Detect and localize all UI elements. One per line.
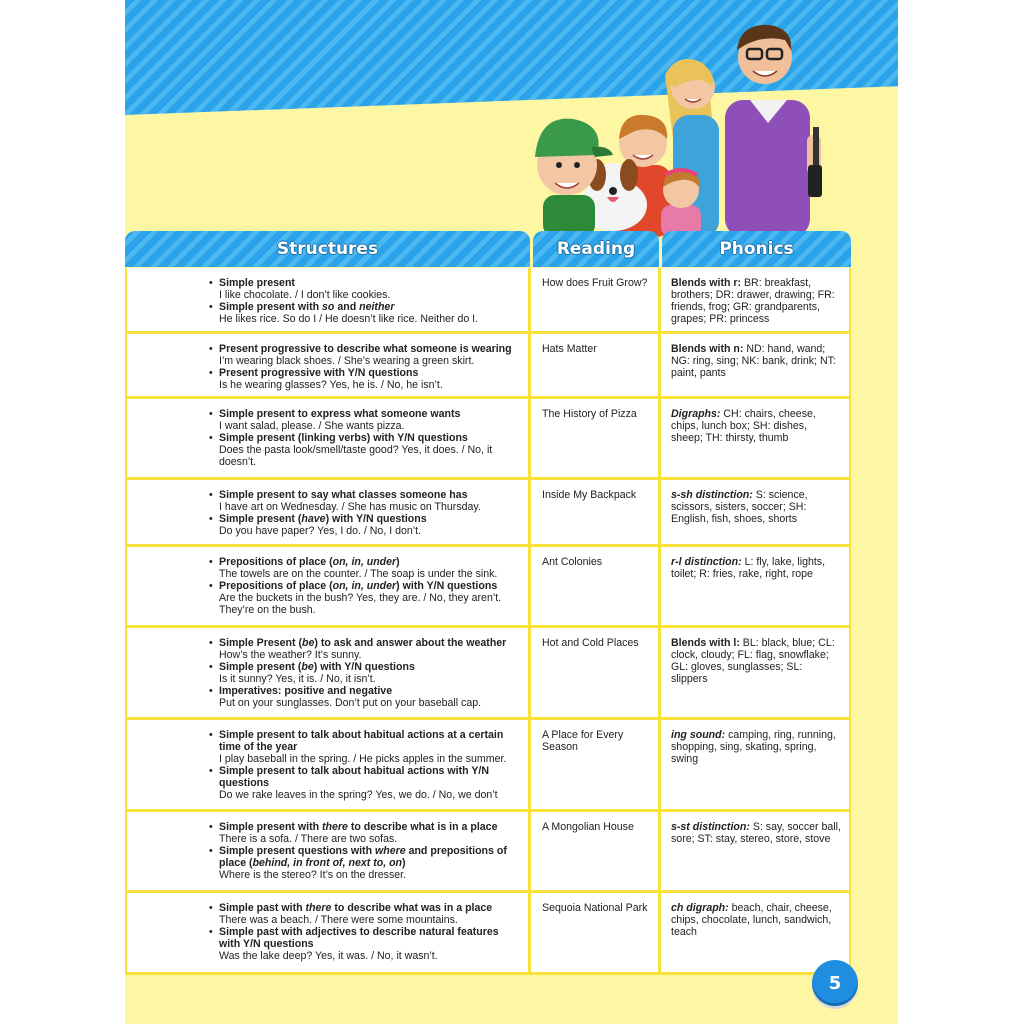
phonics-cell (661, 547, 851, 625)
structures-cell (125, 628, 531, 717)
structure-title: Simple present to say what classes someone has (219, 489, 468, 501)
structure-example: Do we rake leaves in the spring? Yes, we do. / No, we don’t (219, 789, 498, 801)
bullet-icon: • (209, 580, 213, 592)
bullet-icon: • (209, 432, 213, 444)
table-row (125, 720, 851, 812)
structure-example: He likes rice. So do I / He doesn’t like rice. Neither do I. (219, 313, 479, 325)
structure-example: Put on your sunglasses. Don’t put on your baseball cap. (219, 697, 482, 709)
structure-title: Simple present (219, 277, 295, 289)
structures-cell (125, 893, 531, 972)
structure-item (205, 277, 522, 301)
phonics-cell (661, 720, 851, 809)
phonics-text: beach, chair, cheese, chips, chocolate, lunch, sandwich, teach (671, 902, 832, 938)
phonics-label: ch digraph: (671, 902, 729, 914)
structure-title: Simple Present (be) to ask and answer about the weather (219, 637, 507, 649)
bullet-icon: • (209, 556, 213, 568)
phonics-cell (661, 628, 851, 717)
phonics-label: Blends with l: (671, 637, 740, 649)
bullet-icon: • (209, 367, 213, 379)
structure-example: There was a beach. / There were some mountains. (219, 914, 458, 926)
bullet-icon: • (209, 343, 213, 355)
structure-item (205, 845, 522, 881)
phonics-cell (661, 893, 851, 972)
structure-example: The towels are on the counter. / The soap is under the sink. (219, 568, 498, 580)
structure-example: I want salad, please. / She wants pizza. (219, 420, 405, 432)
structure-title: Simple present (linking verbs) with Y/N questions (219, 432, 468, 444)
header-structures: Structures (125, 231, 530, 267)
structure-example: I have art on Wednesday. / She has music on Thursday. (219, 501, 481, 513)
structure-item (205, 580, 522, 616)
structure-example: Do you have paper? Yes, I do. / No, I don’t. (219, 525, 422, 537)
bullet-icon: • (209, 845, 213, 857)
phonics-text: S: science, scissors, sisters, soccer; SH: English, fish, shoes, shorts (671, 489, 808, 525)
structure-title: Simple present to talk about habitual actions with Y/N questions (219, 765, 489, 789)
structure-item (205, 729, 522, 765)
phonics-cell (661, 399, 851, 477)
structure-title: Imperatives: positive and negative (219, 685, 393, 697)
structure-title: Simple present (have) with Y/N questions (219, 513, 427, 525)
structure-item (205, 513, 522, 537)
structure-title: Simple past with adjectives to describe natural features with Y/N questions (219, 926, 499, 950)
phonics-cell (661, 334, 851, 396)
structure-item (205, 301, 522, 325)
structures-cell (125, 334, 531, 396)
table-row (125, 334, 851, 399)
structures-cell (125, 268, 531, 331)
structure-example: Does the pasta look/smell/taste good? Yes, it does. / No, it doesn’t. (219, 444, 493, 468)
bullet-icon: • (209, 301, 213, 313)
phonics-label: Blends with n: (671, 343, 744, 355)
phonics-text: CH: chairs, cheese, chips, lunch box; SH: dishes, sheep; TH: thirsty, thumb (671, 408, 816, 444)
phonics-cell (661, 812, 851, 890)
phonics-cell (661, 268, 851, 331)
reading-cell: Inside My Backpack (531, 480, 661, 544)
structure-item (205, 408, 522, 432)
bullet-icon: • (209, 685, 213, 697)
reading-cell: A Place for Every Season (531, 720, 661, 809)
bullet-icon: • (209, 821, 213, 833)
structure-title: Simple present to express what someone wants (219, 408, 461, 420)
table-row (125, 893, 851, 975)
table-row (125, 812, 851, 893)
reading-cell: Ant Colonies (531, 547, 661, 625)
structure-item (205, 661, 522, 685)
reading-cell: How does Fruit Grow? (531, 268, 661, 331)
page (125, 0, 898, 1024)
structure-item (205, 926, 522, 962)
reading-cell: A Mongolian House (531, 812, 661, 890)
structure-title: Simple past with there to describe what was in a place (219, 902, 493, 914)
structure-example: Is it sunny? Yes, it is. / No, it isn’t. (219, 673, 376, 685)
reading-cell: Hats Matter (531, 334, 661, 396)
structure-example: Are the buckets in the bush? Yes, they are. / No, they aren’t. They’re on the bush. (219, 592, 502, 616)
structure-title: Simple present (be) with Y/N questions (219, 661, 415, 673)
structure-item (205, 432, 522, 468)
bullet-icon: • (209, 637, 213, 649)
table-row (125, 628, 851, 720)
phonics-text: L: fly, lake, lights, toilet; R: fries, rake, right, rope (671, 556, 826, 580)
structure-item (205, 685, 522, 709)
reading-cell: Hot and Cold Places (531, 628, 661, 717)
structure-example: Where is the stereo? It’s on the dresser. (219, 869, 407, 881)
phonics-label: ing sound: (671, 729, 726, 741)
phonics-label: s-st distinction: (671, 821, 750, 833)
structure-item (205, 821, 522, 845)
phonics-label: Blends with r: (671, 277, 742, 289)
structure-example: Is he wearing glasses? Yes, he is. / No, he isn’t. (219, 379, 443, 391)
structure-title: Present progressive to describe what someone is wearing (219, 343, 512, 355)
reading-cell: Sequoia National Park (531, 893, 661, 972)
header-phonics: Phonics (662, 231, 851, 267)
phonics-cell (661, 480, 851, 544)
structure-title: Prepositions of place (on, in, under) (219, 556, 400, 568)
structure-item (205, 343, 522, 367)
structure-example: I’m wearing black shoes. / She’s wearing a green skirt. (219, 355, 475, 367)
structure-title: Simple present with there to describe what is in a place (219, 821, 498, 833)
structure-item (205, 765, 522, 801)
structure-item (205, 637, 522, 661)
reading-cell: The History of Pizza (531, 399, 661, 477)
bullet-icon: • (209, 729, 213, 741)
family-illustration (525, 15, 885, 237)
header-reading: Reading (533, 231, 659, 267)
structures-cell (125, 547, 531, 625)
bullet-icon: • (209, 513, 213, 525)
phonics-text: ND: hand, wand; NG: ring, sing; NK: bank, drink; NT: paint, pants (671, 343, 836, 379)
structure-example: Was the lake deep? Yes, it was. / No, it wasn’t. (219, 950, 438, 962)
phonics-label: r-l distinction: (671, 556, 742, 568)
phonics-text: camping, ring, running, shopping, sing, skating, spring, swing (671, 729, 836, 765)
structure-item (205, 489, 522, 513)
structure-item (205, 556, 522, 580)
structures-cell (125, 720, 531, 809)
phonics-text: S: say, soccer ball, sore; ST: stay, stereo, store, stove (671, 821, 841, 845)
phonics-label: s-sh distinction: (671, 489, 753, 501)
structure-item (205, 367, 522, 391)
phonics-label: Digraphs: (671, 408, 721, 420)
phonics-text: BR: breakfast, brothers; DR: drawer, drawing; FR: friends, frog; GR: grandparents, grapes; PR: princess (671, 277, 835, 325)
structure-example: How’s the weather? It’s sunny. (219, 649, 362, 661)
structure-example: There is a sofa. / There are two sofas. (219, 833, 398, 845)
bullet-icon: • (209, 902, 213, 914)
structure-title: Simple present questions with where and prepositions of place (behind, in front of, next to, on) (219, 845, 507, 869)
bullet-icon: • (209, 408, 213, 420)
structure-example: I like chocolate. / I don’t like cookies. (219, 289, 391, 301)
table-row (125, 399, 851, 480)
bullet-icon: • (209, 277, 213, 289)
structures-cell (125, 812, 531, 890)
structure-title: Simple present with so and neither (219, 301, 395, 313)
table-row (125, 268, 851, 334)
phonics-text: BL: black, blue; CL: clock, cloudy; FL: flag, snowflake; GL: gloves, sunglasses; SL: slippers (671, 637, 835, 685)
bullet-icon: • (209, 765, 213, 777)
bullet-icon: • (209, 489, 213, 501)
structure-example: I play baseball in the spring. / He picks apples in the summer. (219, 753, 507, 765)
structure-item (205, 902, 522, 926)
structures-cell (125, 399, 531, 477)
structure-title: Prepositions of place (on, in, under) with Y/N questions (219, 580, 498, 592)
page-number: 5 (812, 960, 858, 1006)
dad-figure (725, 25, 822, 237)
structures-cell (125, 480, 531, 544)
structure-title: Present progressive with Y/N questions (219, 367, 419, 379)
table-row (125, 547, 851, 628)
bullet-icon: • (209, 661, 213, 673)
bullet-icon: • (209, 926, 213, 938)
structure-title: Simple present to talk about habitual actions at a certain time of the year (219, 729, 504, 753)
table-row (125, 480, 851, 547)
